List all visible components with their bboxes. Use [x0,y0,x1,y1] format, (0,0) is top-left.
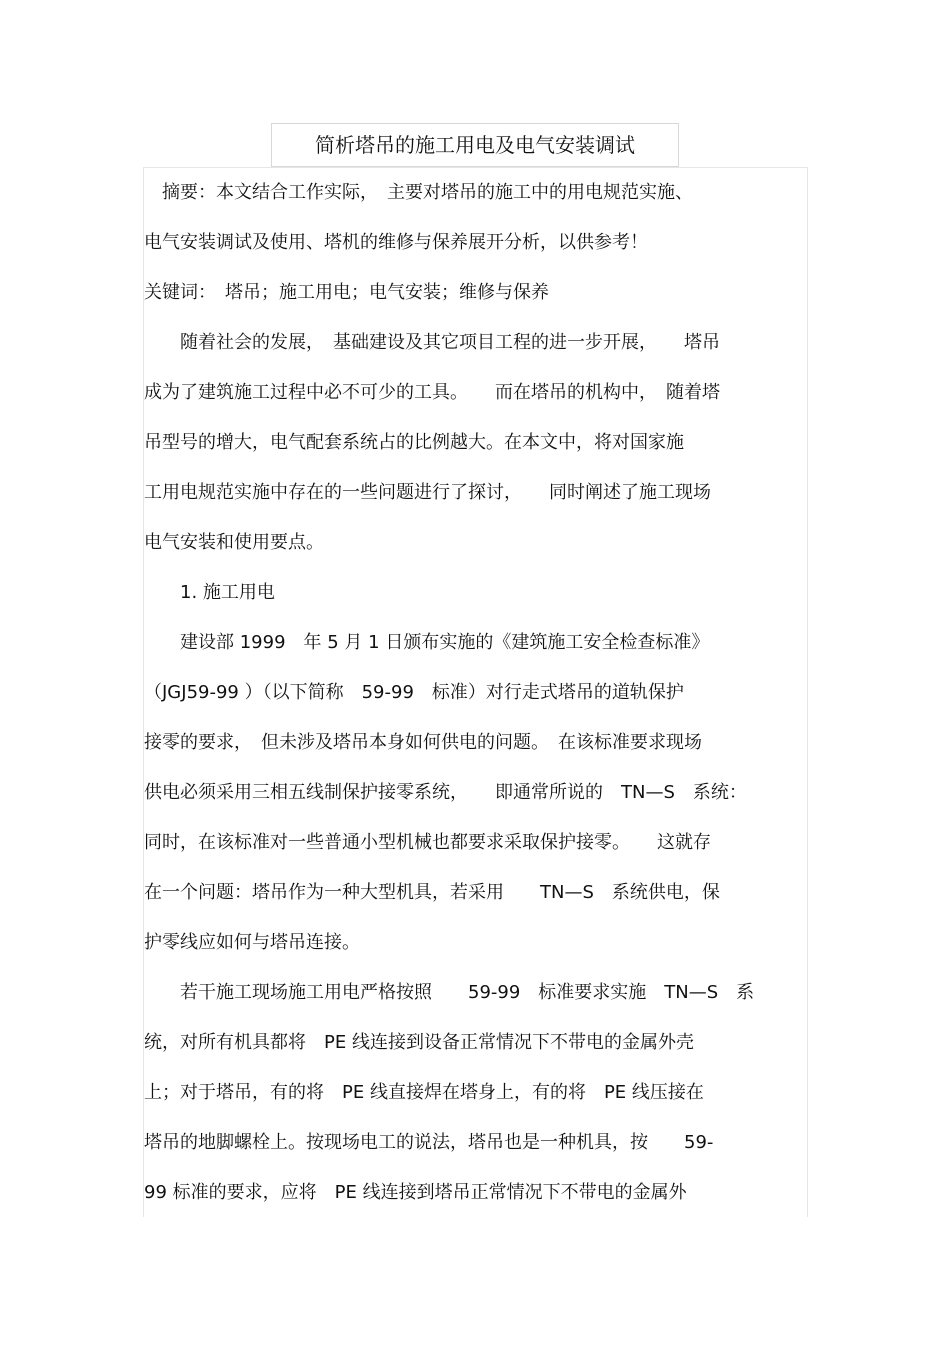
section-heading: 1. 施工用电 [144,582,275,603]
abstract-line-2: 电气安装调试及使用、塔机的维修与保养展开分析，以供参考！ [144,232,648,253]
paragraph-line: 上；对于塔吊，有的将 PE 线直接焊在塔身上，有的将 PE 线压接在 [144,1082,704,1103]
paragraph-line: 统，对所有机具都将 PE 线连接到设备正常情况下不带电的金属外壳 [144,1032,694,1053]
paragraph-line: 塔吊的地脚螺栓上。按现场电工的说法，塔吊也是一种机具，按 59- [144,1132,714,1153]
paragraph-line: 建设部 1999 年 5 月 1 日颁布实施的《建筑施工安全检查标准》 [144,632,710,653]
paragraph-line: 随着社会的发展， 基础建设及其它项目工程的进一步开展， 塔吊 [144,332,720,353]
paragraph-line: 在一个问题：塔吊作为一种大型机具，若采用 TN—S 系统供电，保 [144,882,720,903]
paragraph-line: 供电必须采用三相五线制保护接零系统， 即通常所说的 TN—S 系统： [144,782,747,803]
paragraph-line: 99 标准的要求，应将 PE 线连接到塔吊正常情况下不带电的金属外 [144,1182,687,1203]
paragraph-line: 成为了建筑施工过程中必不可少的工具。 而在塔吊的机构中， 随着塔 [144,382,720,403]
paragraph-line: 护零线应如何与塔吊连接。 [144,932,360,953]
paragraph-line: 吊型号的增大，电气配套系统占的比例越大。在本文中，将对国家施 [144,432,684,453]
paragraph-line: 若干施工现场施工用电严格按照 59-99 标准要求实施 TN—S 系 [144,982,755,1003]
keywords-line: 关键词： 塔吊；施工用电；电气安装；维修与保养 [144,282,549,303]
paragraph-line: 同时，在该标准对一些普通小型机械也都要求采取保护接零。 这就存 [144,832,711,853]
document-title: 简析塔吊的施工用电及电气安装调试 [315,133,635,157]
abstract-line-1: 摘要：本文结合工作实际， 主要对塔吊的施工中的用电规范实施、 [144,182,693,203]
paragraph-line: 工用电规范实施中存在的一些问题进行了探讨， 同时阐述了施工现场 [144,482,711,503]
paragraph-line: 接零的要求， 但未涉及塔吊本身如何供电的问题。 在该标准要求现场 [144,732,702,753]
paragraph-line: 电气安装和使用要点。 [144,532,324,553]
paragraph-line: （JGJ59-99 ）（以下简称 59-99 标准）对行走式塔吊的道轨保护 [144,682,684,703]
